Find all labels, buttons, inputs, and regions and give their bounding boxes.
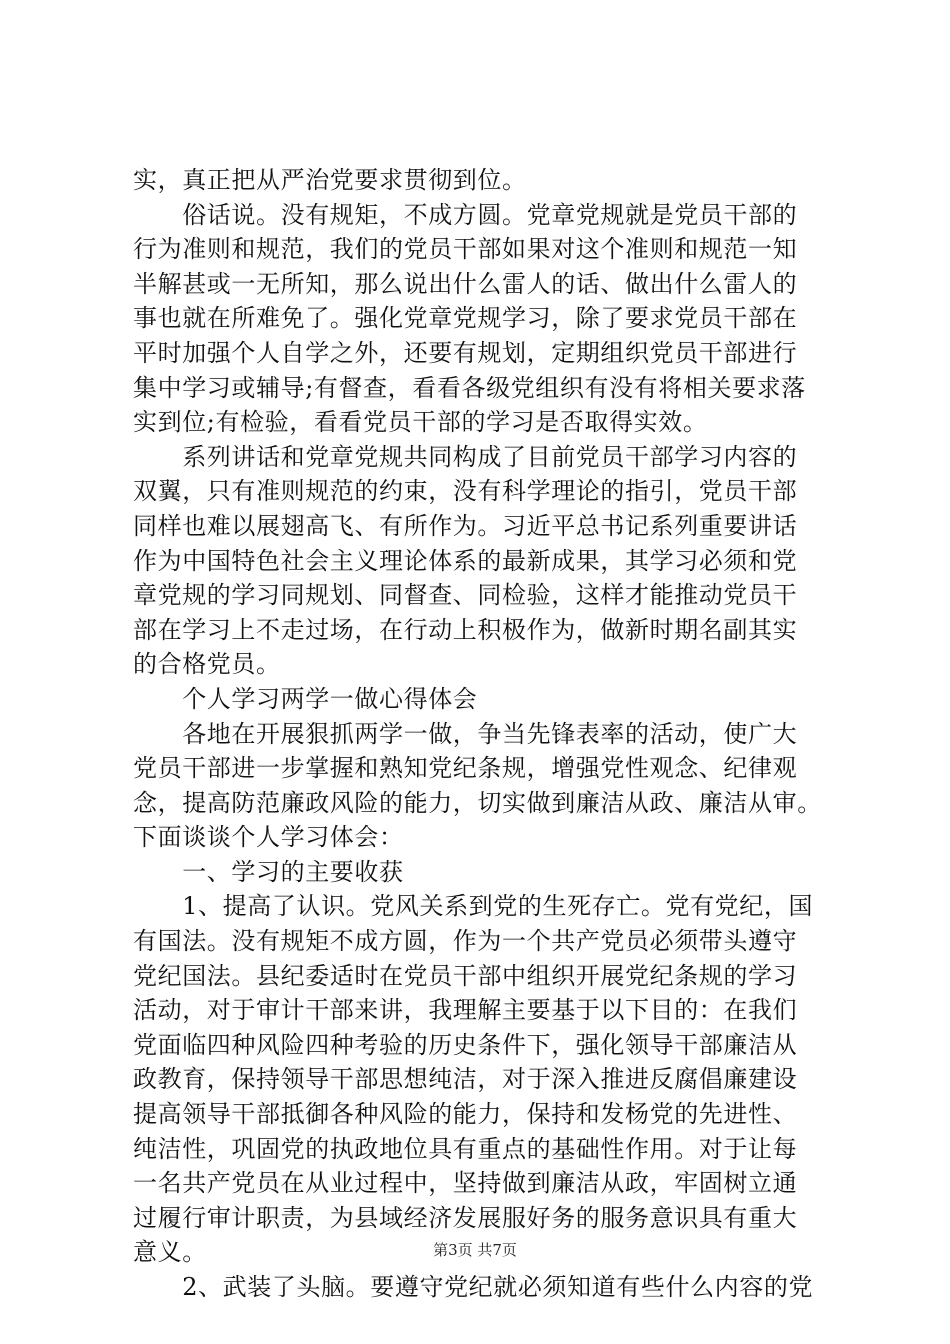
text-line: 同样也难以展翅高飞、有所作为。习近平总书记系列重要讲话 xyxy=(133,511,798,540)
section-heading: 一、学习的主要收获 xyxy=(133,857,404,886)
text-line: 俗话说。没有规矩，不成方圆。党章党规就是党员干部的 xyxy=(133,200,798,229)
text-line: 一名共产党员在从业过程中，坚持做到廉洁从政，牢固树立通 xyxy=(133,1169,798,1198)
text-line: 的合格党员。 xyxy=(133,650,281,679)
text-line: 实，真正把从严治党要求贯彻到位。 xyxy=(133,166,527,194)
text-line: 行为准则和规范，我们的党员干部如果对这个准则和规范一知 xyxy=(133,235,798,264)
text-line: 政教育，保持领导干部思想纯洁，对于深入推进反腐倡廉建设 xyxy=(133,1065,798,1094)
text-line: 实到位;有检验，看看党员干部的学习是否取得实效。 xyxy=(133,408,708,437)
text-line: 活动，对于审计干部来讲，我理解主要基于以下目的：在我们 xyxy=(133,996,798,1025)
text-line: 作为中国特色社会主义理论体系的最新成果，其学习必须和党 xyxy=(133,546,798,575)
text-line: 双翼，只有准则规范的约束，没有科学理论的指引，党员干部 xyxy=(133,477,798,506)
text-line: 下面谈谈个人学习体会： xyxy=(133,823,404,852)
text-line: 念，提高防范廉政风险的能力，切实做到廉洁从政、廉洁从审。 xyxy=(133,788,822,817)
text-line: 集中学习或辅导;有督查，看看各级党组织有没有将相关要求落 xyxy=(133,373,806,402)
text-line: 各地在开展狠抓两学一做，争当先锋表率的活动，使广大 xyxy=(133,719,798,748)
text-line: 提高领导干部抵御各种风险的能力，保持和发杨党的先进性、 xyxy=(133,1100,798,1129)
text-line: 部在学习上不走过场，在行动上积极作为，做新时期名副其实 xyxy=(133,615,798,644)
text-line: 事也就在所难免了。强化党章党规学习，除了要求党员干部在 xyxy=(133,304,798,333)
text-line: 意义。 xyxy=(133,1238,207,1267)
text-line: 党面临四种风险四种考验的历史条件下，强化领导干部廉洁从 xyxy=(133,1030,798,1059)
text-line: 纯洁性，巩固党的执政地位具有重点的基础性作用。对于让每 xyxy=(133,1134,798,1163)
page-number-footer: 第3页 共7页 xyxy=(433,1241,517,1259)
text-line: 半解甚或一无所知，那么说出什么雷人的话、做出什么雷人的 xyxy=(133,269,798,298)
text-line: 1、提高了认识。党风关系到党的生死存亡。党有党纪，国 xyxy=(133,892,814,921)
text-line: 过履行审计职责，为县域经济发展服好务的服务意识具有重大 xyxy=(133,1203,798,1232)
text-line: 2、武装了头脑。要遵守党纪就必须知道有些什么内容的党 xyxy=(133,1273,814,1301)
text-line: 有国法。没有规矩不成方圆，作为一个共产党员必须带头遵守 xyxy=(133,927,798,956)
text-line: 章党规的学习同规划、同督查、同检验，这样才能推动党员干 xyxy=(133,581,798,610)
text-line: 党员干部进一步掌握和熟知党纪条规，增强党性观念、纪律观 xyxy=(133,754,798,783)
text-line: 党纪国法。县纪委适时在党员干部中组织开展党纪条规的学习 xyxy=(133,961,798,990)
text-line: 平时加强个人自学之外，还要有规划，定期组织党员干部进行 xyxy=(133,338,798,367)
document-body xyxy=(133,163,833,1305)
section-heading: 个人学习两学一做心得体会 xyxy=(133,684,478,713)
text-line: 系列讲话和党章党规共同构成了目前党员干部学习内容的 xyxy=(133,442,798,471)
